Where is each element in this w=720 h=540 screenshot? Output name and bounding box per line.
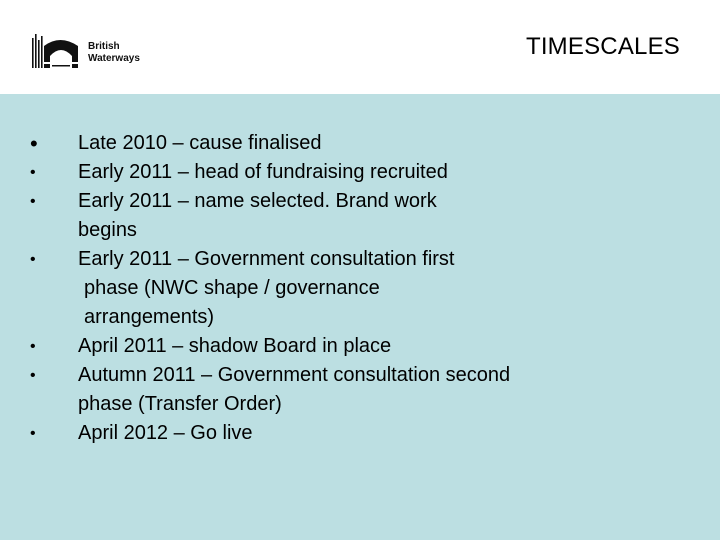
bullet-text-continuation: phase (NWC shape / governance [84, 277, 380, 299]
logo-line-1: British [88, 41, 120, 52]
bullet-dot-icon: • [30, 338, 36, 355]
bullet-text: Early 2011 – name selected. Brand work [78, 190, 437, 212]
bullet-dot-icon: • [30, 251, 36, 268]
bullet-dot-icon: • [30, 367, 36, 384]
bullet-text: Autumn 2011 – Government consultation second [78, 364, 511, 386]
bullet-item [30, 158, 670, 187]
slide-title: TIMESCALES [525, 33, 680, 60]
bullet-text: April 2011 – shadow Board in place [78, 335, 392, 357]
bullet-item [30, 332, 670, 361]
british-waterways-logo [30, 32, 160, 72]
bullet-text-continuation: arrangements) [84, 306, 215, 328]
logo-line-2: Waterways [88, 53, 140, 64]
bullet-text: April 2012 – Go live [78, 422, 253, 444]
bullet-text: Late 2010 – cause finalised [78, 132, 322, 154]
bullet-text-continuation: begins [78, 219, 137, 241]
bullet-dot-icon: • [30, 193, 36, 210]
bullet-text-continuation: phase (Transfer Order) [78, 393, 282, 415]
bullet-text: Early 2011 – Government consultation first [78, 248, 455, 270]
bullet-dot-icon: • [30, 131, 38, 156]
slide-header [0, 0, 720, 94]
timescale-bullet-list [30, 129, 670, 448]
bullet-item [30, 245, 670, 332]
bullet-item [30, 129, 670, 158]
bullet-dot-icon: • [30, 425, 36, 442]
bridge-reeds-logo-icon [30, 32, 82, 72]
bullet-item [30, 419, 670, 448]
logo-wordmark [88, 41, 140, 65]
bullet-text: Early 2011 – head of fundraising recruited [78, 161, 448, 183]
bullet-dot-icon: • [30, 164, 36, 181]
bullet-item [30, 361, 670, 419]
bullet-item [30, 187, 670, 245]
